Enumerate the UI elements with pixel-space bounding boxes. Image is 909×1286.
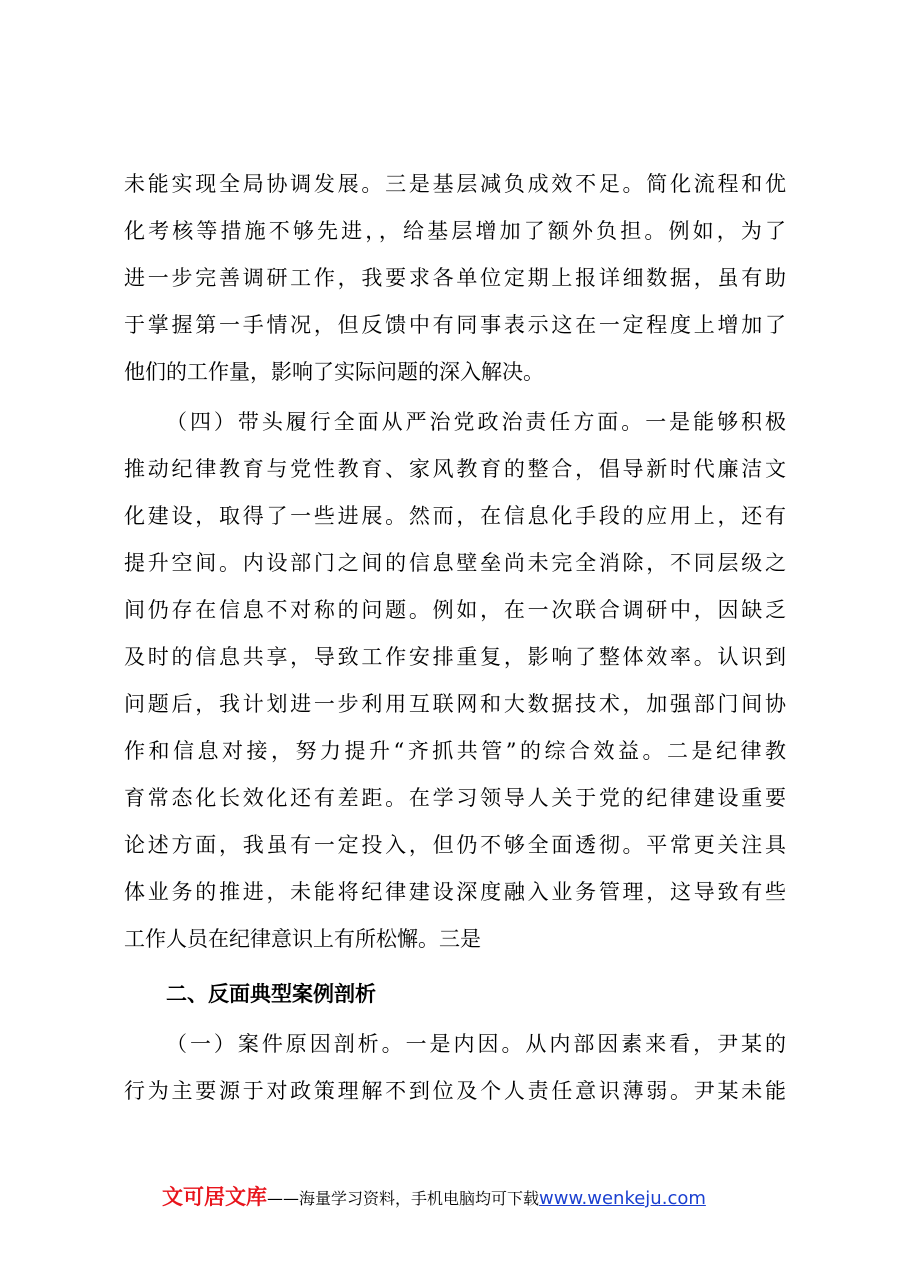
- body-line: 间仍存在信息不对称的问题。例如，在一次联合调研中，因缺乏: [124, 598, 786, 622]
- footer-tagline: ——海量学习资料，手机电脑均可下载: [267, 1189, 540, 1208]
- body-line: 作和信息对接，努力提升“齐抓共管”的综合效益。二是纪律教: [124, 739, 786, 763]
- paragraph-first-line: （四）带头履行全面从严治党政治责任方面。一是能够积极: [166, 410, 786, 434]
- website-link[interactable]: www.wenkeju.com: [539, 1188, 706, 1209]
- body-line: 及时的信息共享，导致工作安排重复，影响了整体效率。认识到: [124, 645, 786, 669]
- body-line: 提升空间。内设部门之间的信息壁垒尚未完全消除，不同层级之: [124, 551, 786, 575]
- body-line: 论述方面，我虽有一定投入，但仍不够全面透彻。平常更关注具: [124, 833, 786, 857]
- body-line: 进一步完善调研工作，我要求各单位定期上报详细数据，虽有助: [124, 266, 786, 290]
- body-line: 化考核等措施不够先进，，给基层增加了额外负担。例如，为了: [124, 219, 786, 243]
- body-line: 于掌握第一手情况，但反馈中有同事表示这在一定程度上增加了: [124, 313, 786, 337]
- body-line: 育常态化长效化还有差距。在学习领导人关于党的纪律建设重要: [124, 786, 786, 810]
- body-line: 问题后，我计划进一步利用互联网和大数据技术，加强部门间协: [124, 692, 786, 716]
- brand-name: 文可居文库: [162, 1185, 267, 1209]
- section-heading: 二、反面典型案例剖析: [166, 982, 376, 1006]
- body-line: 未能实现全局协调发展。三是基层减负成效不足。简化流程和优: [124, 172, 786, 196]
- body-line: 行为主要源于对政策理解不到位及个人责任意识薄弱。尹某未能: [124, 1079, 786, 1103]
- body-line: 化建设，取得了一些进展。然而，在信息化手段的应用上，还有: [124, 504, 786, 528]
- body-line: 工作人员在纪律意识上有所松懈。三是: [124, 927, 481, 951]
- body-line: 体业务的推进，未能将纪律建设深度融入业务管理，这导致有些: [124, 880, 786, 904]
- body-line: 推动纪律教育与党性教育、家风教育的整合，倡导新时代廉洁文: [124, 457, 786, 481]
- body-line: 他们的工作量，影响了实际问题的深入解决。: [124, 360, 544, 384]
- footer-banner: [162, 1182, 706, 1212]
- paragraph-first-line: （一）案件原因剖析。一是内因。从内部因素来看，尹某的: [166, 1032, 786, 1056]
